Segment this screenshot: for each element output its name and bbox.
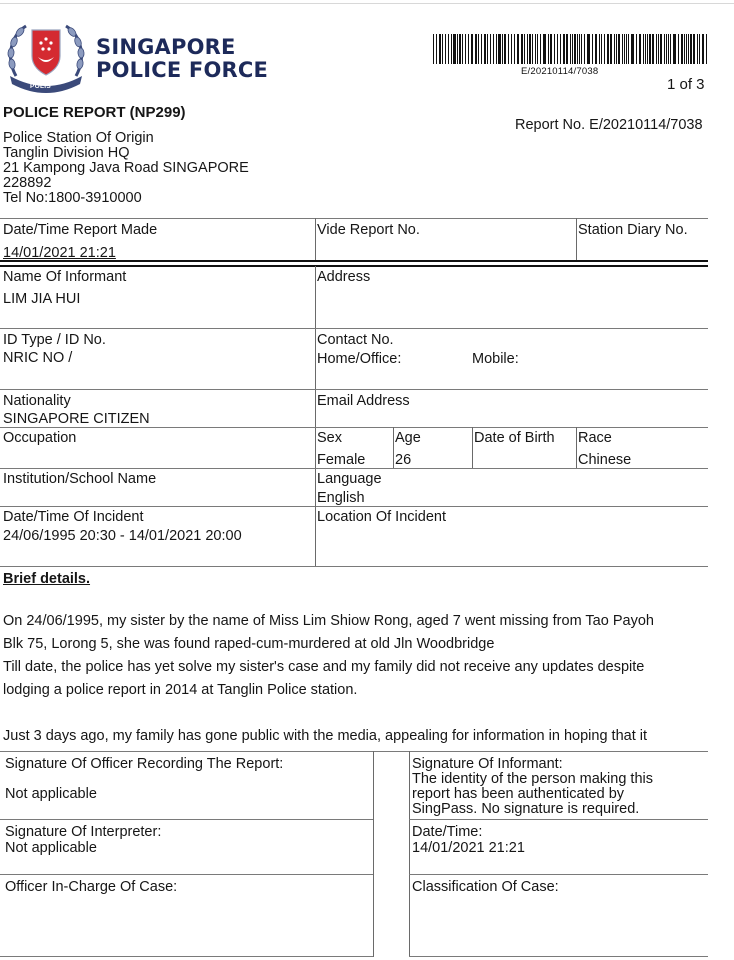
logo-badge-text: POLIS: [30, 83, 52, 90]
interpreter-signature-label: Signature Of Interpreter:: [5, 824, 162, 840]
page-indicator: 1 of 3: [667, 76, 705, 93]
barcode-bar: [622, 34, 623, 64]
barcode-bar: [548, 34, 549, 64]
barcode-bar: [658, 34, 659, 64]
divider: [393, 427, 394, 468]
barcode-bar: [537, 34, 538, 64]
sex-label: Sex: [317, 430, 342, 446]
barcode-bar: [453, 34, 456, 64]
barcode-bar: [508, 34, 509, 64]
informant-signature-line: SingPass. No signature is required.: [412, 801, 640, 817]
divider: [0, 427, 708, 428]
station-tel: Tel No:1800-3910000: [3, 190, 142, 206]
officer-signature-value: Not applicable: [5, 786, 97, 802]
informant-name-label: Name Of Informant: [3, 269, 127, 285]
barcode-bar: [478, 34, 479, 64]
barcode-bar: [524, 34, 525, 64]
barcode-bar: [579, 34, 580, 64]
barcode-bar: [554, 34, 555, 64]
station-address: 21 Kampong Java Road SINGAPORE: [3, 160, 249, 176]
barcode-bar: [670, 34, 671, 64]
barcode-bar: [442, 34, 443, 64]
barcode-bar: [535, 34, 536, 64]
nationality-label: Nationality: [3, 393, 71, 409]
datetime-report-made-value: 14/01/2021 21:21: [3, 245, 116, 261]
divider: [0, 956, 373, 957]
station-postal: 228892: [3, 175, 52, 191]
barcode-bar: [639, 34, 641, 64]
station-diary-label: Station Diary No.: [578, 222, 688, 238]
barcode-bar: [468, 34, 469, 64]
barcode-bar: [532, 34, 533, 64]
informant-signature-line: The identity of the person making this: [412, 771, 653, 787]
datetime-report-made-label: Date/Time Report Made: [3, 222, 158, 238]
barcode-bar: [626, 34, 627, 64]
language-value: English: [317, 490, 365, 506]
station-label: Police Station Of Origin: [3, 130, 154, 146]
divider: [0, 819, 373, 820]
barcode-value: E/20210114/7038: [521, 66, 599, 77]
barcode-bar: [673, 34, 676, 64]
barcode-bar: [664, 34, 665, 64]
barcode-bar: [433, 34, 434, 64]
barcode-bar: [563, 34, 565, 64]
barcode-bar: [471, 34, 473, 64]
brief-line: Till date, the police has yet solve my sister's case and my family did not receive any updates despite: [3, 659, 645, 675]
barcode-bar: [647, 34, 648, 64]
interpreter-signature-value: Not applicable: [5, 840, 97, 856]
divider: [409, 751, 410, 957]
divider: [576, 218, 577, 260]
barcode-bar: [529, 34, 531, 64]
brief-line: On 24/06/1995, my sister by the name of Miss Lim Shiow Rong, aged 7 went missing from Tao Payoh: [3, 613, 654, 629]
informant-name-value: LIM JIA HUI: [3, 291, 81, 307]
barcode-bar: [681, 34, 683, 64]
race-label: Race: [578, 430, 612, 446]
brand-line-2: POLICE FORCE: [96, 58, 269, 82]
divider: [315, 218, 316, 260]
barcode-bar: [487, 34, 488, 64]
barcode-bar: [706, 34, 707, 64]
incident-location-label: Location Of Incident: [317, 509, 446, 525]
barcode-bar: [699, 34, 700, 64]
barcode-bar: [645, 34, 646, 64]
barcode-bar: [614, 34, 615, 64]
barcode-bar: [439, 34, 441, 64]
barcode-bar: [690, 34, 692, 64]
barcode-bar: [475, 34, 477, 64]
brief-line: Blk 75, Lorong 5, she was found raped-cum-murdered at old Jln Woodbridge: [3, 636, 495, 652]
barcode-bar: [624, 34, 625, 64]
informant-signature-line: report has been authenticated by: [412, 786, 625, 802]
barcode-bar: [616, 34, 617, 64]
barcode-bar: [521, 34, 523, 64]
barcode-bar: [527, 34, 528, 64]
shield-icon: [32, 30, 60, 75]
barcode-bar: [604, 34, 605, 64]
home-office-label: Home/Office:: [317, 351, 402, 367]
age-value: 26: [395, 452, 412, 468]
divider: [373, 751, 374, 957]
divider: [0, 468, 708, 469]
race-value: Chinese: [578, 452, 632, 468]
barcode-bar: [570, 34, 571, 64]
barcode-bar: [436, 34, 437, 64]
barcode-bar: [601, 34, 602, 64]
barcode-bar: [462, 34, 463, 64]
barcode-bar: [511, 34, 512, 64]
barcode-bar: [481, 34, 482, 64]
barcode-bar: [599, 34, 600, 64]
brief-line: lodging a police report in 2014 at Tanglin Police station.: [3, 682, 358, 698]
barcode-bar: [557, 34, 558, 64]
barcode-bar: [607, 34, 609, 64]
barcode-bar: [448, 34, 449, 64]
age-label: Age: [395, 430, 421, 446]
id-type-label: ID Type / ID No.: [3, 332, 106, 348]
officer-in-charge-label: Officer In-Charge Of Case:: [5, 879, 178, 895]
barcode-bar: [484, 34, 486, 64]
signature-datetime-value: 14/01/2021 21:21: [412, 840, 525, 856]
address-label: Address: [317, 269, 371, 285]
barcode-bar: [459, 34, 461, 64]
barcode-bar: [504, 34, 506, 64]
barcode-bar: [566, 34, 568, 64]
divider: [0, 218, 708, 219]
occupation-label: Occupation: [3, 430, 77, 446]
id-type-value: NRIC NO /: [3, 350, 73, 366]
barcode-bar: [574, 34, 576, 64]
brief-line: Just 3 days ago, my family has gone public with the media, appealing for information in hoping that it: [3, 728, 648, 744]
divider: [409, 874, 708, 875]
incident-datetime-label: Date/Time Of Incident: [3, 509, 144, 525]
divider: [0, 506, 708, 507]
barcode-bar: [693, 34, 695, 64]
divider-double-top: [0, 260, 708, 262]
barcode-bar: [540, 34, 541, 64]
barcode-bar: [514, 34, 515, 64]
brand-line-1: SINGAPORE: [96, 35, 236, 59]
barcode-bar: [572, 34, 573, 64]
sex-value: Female: [317, 452, 366, 468]
institution-label: Institution/School Name: [3, 471, 157, 487]
divider-double-bottom: [0, 265, 708, 267]
barcode-bar: [656, 34, 657, 64]
report-title: POLICE REPORT (NP299): [3, 104, 186, 121]
barcode-bar: [490, 34, 491, 64]
barcode-bar: [592, 34, 593, 64]
dob-label: Date of Birth: [474, 430, 555, 446]
classification-label: Classification Of Case:: [412, 879, 559, 895]
column-divider: [315, 266, 316, 506]
barcode-bar: [550, 34, 552, 64]
vide-report-label: Vide Report No.: [317, 222, 420, 238]
barcode-bar: [445, 34, 446, 64]
signature-datetime-label: Date/Time:: [412, 824, 483, 840]
language-label: Language: [317, 471, 382, 487]
divider: [0, 389, 708, 390]
brief-details-heading: Brief details.: [3, 571, 91, 587]
barcode-bar: [628, 34, 629, 64]
barcode-bar: [678, 34, 679, 64]
divider: [0, 874, 373, 875]
barcode-bar: [702, 34, 704, 64]
barcode-bar: [610, 34, 612, 64]
barcode-bar: [584, 34, 585, 64]
barcode-bar: [631, 34, 634, 64]
page-top-border: [0, 3, 734, 4]
barcode-bar: [577, 34, 578, 64]
informant-signature-label: Signature Of Informant:: [412, 756, 563, 772]
barcode-bar: [587, 34, 590, 64]
officer-signature-label: Signature Of Officer Recording The Report:: [5, 756, 284, 772]
barcode-bar: [543, 34, 546, 64]
barcode-bar: [652, 34, 654, 64]
barcode-bar: [457, 34, 458, 64]
incident-datetime-value: 24/06/1995 20:30 - 14/01/2021 20:00: [3, 528, 242, 544]
divider: [0, 751, 708, 752]
barcode-bar: [451, 34, 452, 64]
barcode-bar: [643, 34, 644, 64]
barcode-bar: [517, 34, 519, 64]
contact-label: Contact No.: [317, 332, 394, 348]
nationality-value: SINGAPORE CITIZEN: [3, 411, 150, 427]
divider: [0, 328, 708, 329]
divider: [409, 819, 708, 820]
divider: [576, 427, 577, 468]
barcode-bar: [684, 34, 685, 64]
report-number: Report No. E/20210114/7038: [515, 117, 703, 133]
barcode-bar: [595, 34, 597, 64]
divider: [409, 956, 708, 957]
barcode-bar: [686, 34, 687, 64]
divider: [0, 566, 708, 567]
divider: [472, 427, 473, 468]
barcode-bar: [618, 34, 620, 64]
barcode-bar: [502, 34, 503, 64]
column-divider: [315, 506, 316, 566]
barcode: [433, 34, 709, 64]
barcode-bar: [697, 34, 698, 64]
email-label: Email Address: [317, 393, 410, 409]
station-name: Tanglin Division HQ: [3, 145, 130, 161]
barcode-bar: [560, 34, 561, 64]
barcode-bar: [688, 34, 689, 64]
barcode-bar: [660, 34, 662, 64]
mobile-label: Mobile:: [472, 351, 519, 367]
barcode-bar: [498, 34, 501, 64]
barcode-bar: [666, 34, 667, 64]
barcode-bar: [581, 34, 582, 64]
barcode-bar: [496, 34, 497, 64]
barcode-bar: [636, 34, 637, 64]
barcode-bar: [649, 34, 651, 64]
barcode-bar: [493, 34, 494, 64]
barcode-bar: [465, 34, 466, 64]
barcode-bar: [668, 34, 669, 64]
